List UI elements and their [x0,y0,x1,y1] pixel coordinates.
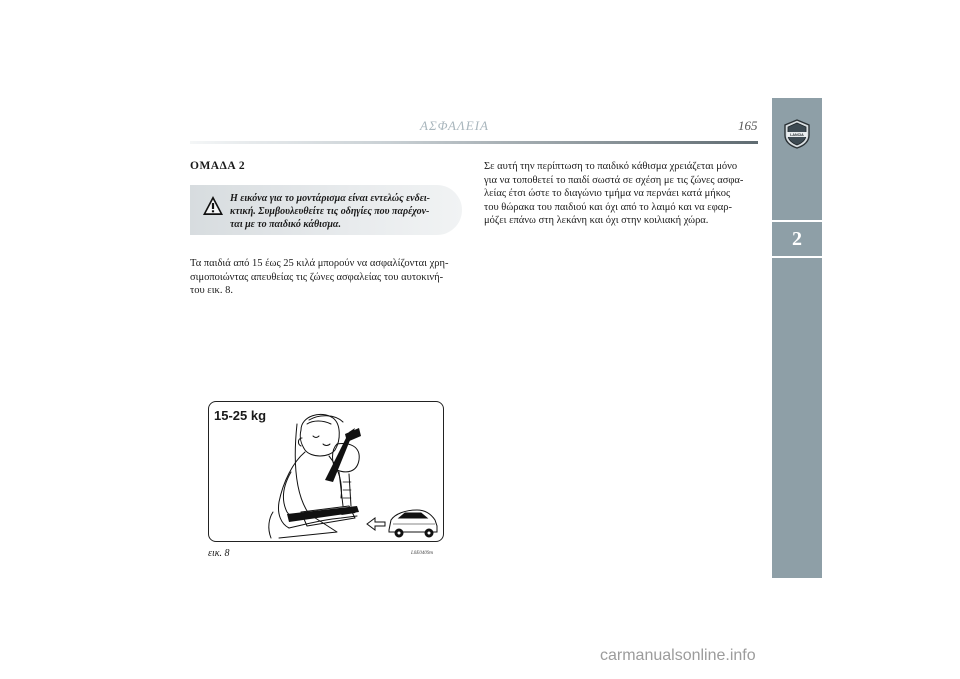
paragraph-line: Τα παιδιά από 15 έως 25 κιλά μπορούν να ασφαλίζονται χρη- [190,258,449,269]
paragraph-line: του εικ. 8. [190,285,233,296]
paragraph-line: Σε αυτή την περίπτωση το παιδικό κάθισμα χρειάζεται μόνο [484,161,738,172]
section-heading: ΟΜΑΔΑ 2 [190,160,246,172]
sidebar-divider-bottom [772,256,822,258]
paragraph-line: λείας έτσι ώστε το διαγώνιο τμήμα να περνάει κατά μήκος [484,188,731,199]
logo-text: LANCIA [790,133,804,137]
child-booster-seat-illustration [209,402,443,541]
warning-box [190,185,462,235]
paragraph-line: για να τοποθετεί το παιδί σωστά σε σχέση με τις ζώνες ασφα- [484,174,744,186]
running-header-title: ΑΣΦΑΛΕΙΑ [420,118,489,133]
car-icon [389,510,437,537]
direction-arrow-icon [367,518,385,530]
page-number: 165 [738,118,758,133]
warning-line: ται με το παιδικό κάθισμα. [230,219,341,230]
paragraph-line: μόζει επάνω στη λεκάνη και όχι στην κοιλιακή χώρα. [484,215,709,226]
chapter-number: 2 [792,228,802,250]
warning-text [230,192,455,231]
watermark[interactable]: carmanualsonline.info [600,647,756,664]
warning-triangle-icon [202,195,224,217]
warning-line: Η εικόνα για το μοντάρισμα είναι εντελώς ενδει- [230,193,430,204]
lancia-logo-icon [783,119,811,149]
header-rule [190,141,758,144]
weight-label: 15-25 kg [214,408,267,423]
paragraph-line: του θώρακα του παιδιού και όχι από το λαιμό και να εφαρ- [484,201,733,213]
sidebar-divider-top [772,220,822,222]
figure-code: L0E0409m [411,551,433,556]
figure-caption: εικ. 8 [208,548,230,559]
left-paragraph [190,257,462,298]
chapter-sidebar [772,98,822,578]
warning-line: κτική. Συμβουλευθείτε τις οδηγίες που παρέχον- [230,206,430,217]
paragraph-line: σιμοποιώντας απευθείας τις ζώνες ασφαλείας του αυτοκινή- [190,271,444,283]
sidebar-logo-cell [772,98,822,170]
right-paragraph [484,160,756,228]
figure-box [208,401,444,542]
